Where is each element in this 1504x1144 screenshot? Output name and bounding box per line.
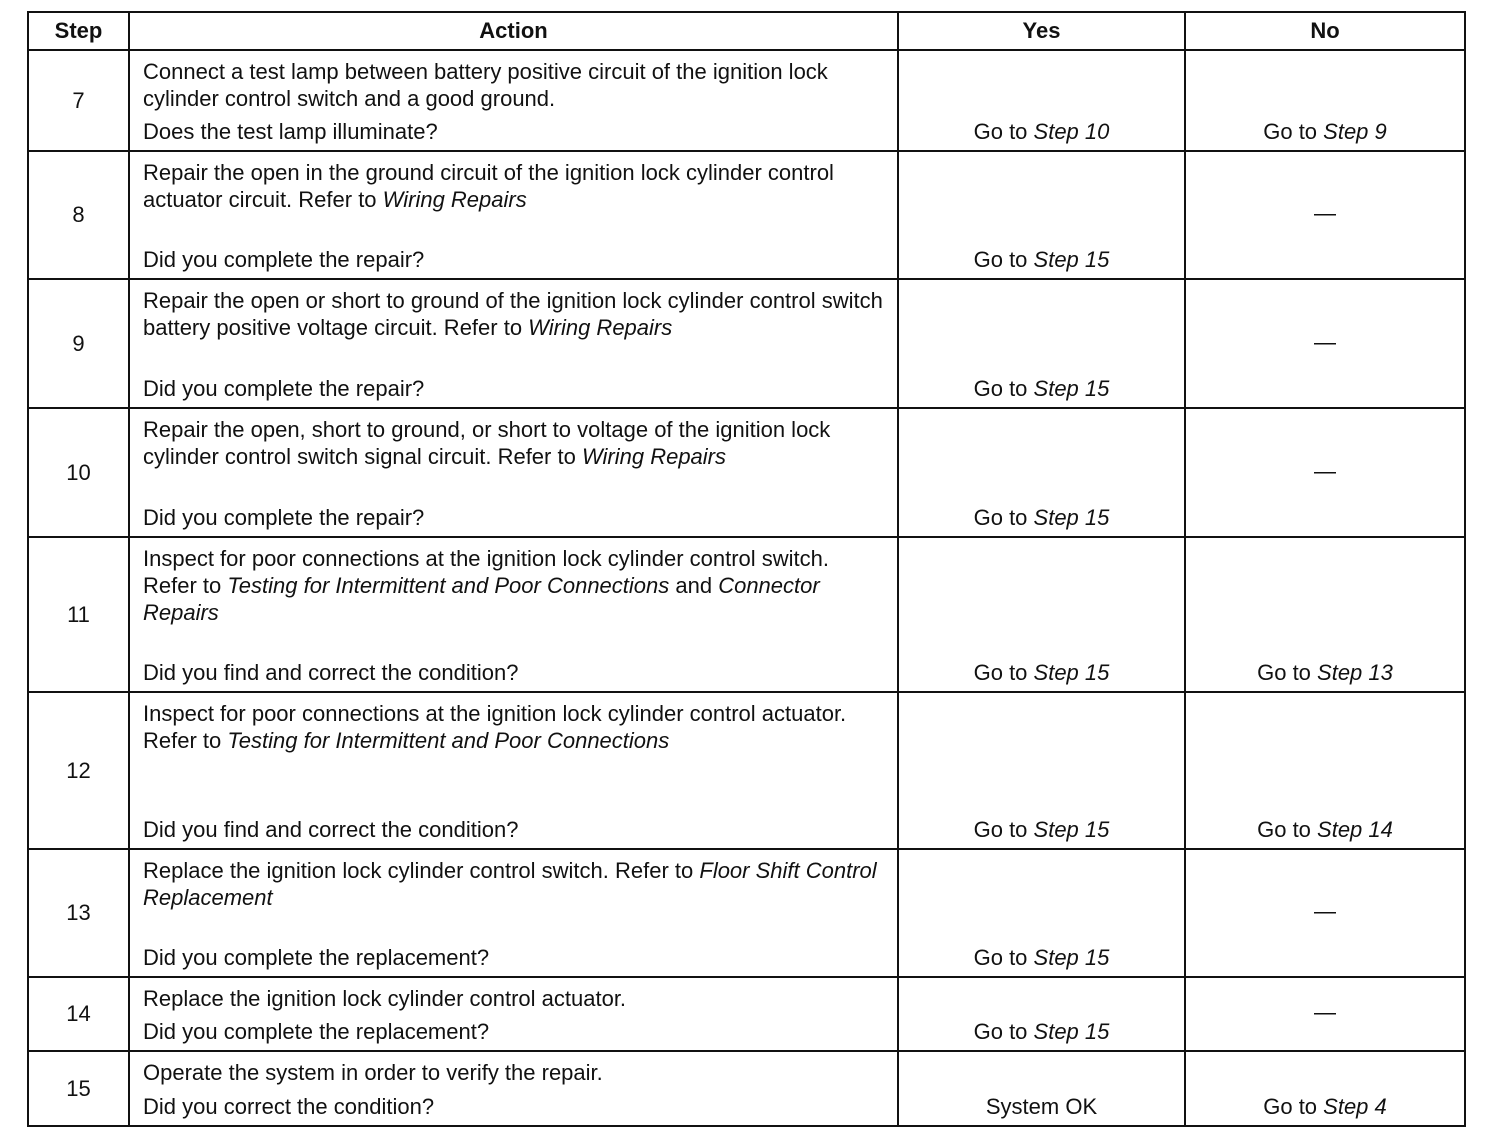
action-cell [129, 537, 898, 692]
step-number: 14 [28, 977, 129, 1051]
no-cell [1185, 1051, 1465, 1126]
action-cell [129, 1051, 898, 1126]
action-question: Did you find and correct the condition? [143, 660, 519, 685]
goto-step [899, 246, 1184, 273]
reference-link[interactable]: Wiring Repairs [382, 187, 527, 212]
goto-target-link[interactable]: Step 15 [1033, 376, 1110, 401]
action-instruction [143, 700, 887, 754]
yes-cell [898, 849, 1185, 977]
action-question: Did you complete the repair? [143, 505, 425, 530]
instruction-text: Operate the system in order to verify the repair. [143, 1060, 603, 1085]
yes-cell [898, 279, 1185, 408]
action-question: Did you complete the replacement? [143, 1019, 490, 1044]
goto-target-link[interactable]: Step 13 [1317, 660, 1393, 685]
goto-prefix: Go to [973, 1019, 1034, 1044]
action-cell [129, 279, 898, 408]
no-action-dash: — [1314, 329, 1336, 355]
action-instruction [143, 1059, 887, 1086]
header-yes: Yes [898, 12, 1185, 50]
goto-step [899, 659, 1184, 686]
diagnostic-table [27, 11, 1466, 1127]
action-instruction [143, 287, 887, 341]
instruction-text: Connect a test lamp between battery positive circuit of the ignition lock cylinder control switch and a good ground. [143, 59, 828, 111]
no-action-dash: — [1314, 458, 1336, 484]
action-cell [129, 408, 898, 537]
instruction-text: and [669, 573, 719, 598]
yes-cell [898, 408, 1185, 537]
goto-target-link[interactable]: Step 15 [1033, 247, 1110, 272]
table-body [28, 50, 1465, 1126]
action-question: Did you complete the repair? [143, 247, 425, 272]
goto-step [899, 944, 1184, 971]
action-instruction [143, 985, 887, 1012]
yes-cell [898, 1051, 1185, 1126]
action-cell [129, 692, 898, 849]
action-question: Did you complete the repair? [143, 376, 425, 401]
header-no: No [1185, 12, 1465, 50]
step-number: 10 [28, 408, 129, 537]
reference-link[interactable]: Testing for Intermittent and Poor Connections [227, 573, 670, 598]
goto-prefix: Go to [973, 376, 1034, 401]
instruction-text: Repair the open or short to ground of the ignition lock cylinder control switch battery positive voltage circuit. Refer to [143, 288, 883, 340]
table-row [28, 1051, 1465, 1126]
table-row [28, 537, 1465, 692]
reference-link[interactable]: Testing for Intermittent and Poor Connections [227, 728, 670, 753]
goto-prefix: Go to [973, 945, 1034, 970]
instruction-text: Inspect for poor connections at the ignition lock cylinder control actuator. Refer to [143, 701, 847, 753]
no-cell [1185, 537, 1465, 692]
step-number: 11 [28, 537, 129, 692]
yes-cell [898, 977, 1185, 1051]
goto-step [1186, 118, 1464, 145]
goto-prefix: Go to [1257, 817, 1318, 842]
step-number: 8 [28, 151, 129, 279]
action-question: Does the test lamp illuminate? [143, 119, 438, 144]
yes-cell [898, 537, 1185, 692]
action-instruction [143, 545, 887, 626]
table-row [28, 279, 1465, 408]
instruction-text: Repair the open in the ground circuit of the ignition lock cylinder control actuator circuit. Refer to [143, 160, 834, 212]
instruction-text: Inspect for poor connections at the ignition lock cylinder control switch. Refer to [143, 546, 830, 598]
goto-prefix: Go to [1263, 1094, 1324, 1119]
action-instruction [143, 857, 887, 911]
goto-prefix: Go to [973, 660, 1034, 685]
no-cell [1185, 977, 1465, 1051]
table-row [28, 151, 1465, 279]
step-number: 12 [28, 692, 129, 849]
goto-target-link[interactable]: Step 15 [1033, 817, 1110, 842]
goto-prefix: Go to [973, 247, 1034, 272]
action-question: Did you correct the condition? [143, 1094, 435, 1119]
table-row [28, 977, 1465, 1051]
goto-step [899, 118, 1184, 145]
goto-target-link[interactable]: Step 10 [1033, 119, 1110, 144]
action-cell [129, 977, 898, 1051]
header-row [28, 12, 1465, 50]
no-cell [1185, 692, 1465, 849]
no-cell [1185, 50, 1465, 151]
header-action: Action [129, 12, 898, 50]
yes-cell [898, 50, 1185, 151]
goto-step [899, 816, 1184, 843]
header-step: Step [28, 12, 129, 50]
no-cell [1185, 279, 1465, 408]
step-number: 9 [28, 279, 129, 408]
reference-link[interactable]: Wiring Repairs [581, 444, 727, 469]
action-instruction [143, 58, 887, 112]
no-cell [1185, 151, 1465, 279]
goto-prefix: Go to [973, 505, 1034, 530]
goto-target-link[interactable]: Step 14 [1317, 817, 1393, 842]
step-number: 15 [28, 1051, 129, 1126]
action-question: Did you complete the replacement? [143, 945, 490, 970]
goto-prefix: Go to [1263, 119, 1324, 144]
goto-target-link[interactable]: Step 15 [1033, 660, 1110, 685]
goto-step [899, 1018, 1184, 1045]
goto-prefix: Go to [973, 817, 1034, 842]
no-action-dash: — [1314, 999, 1336, 1025]
goto-prefix: Go to [973, 119, 1034, 144]
goto-target-link[interactable]: Step 15 [1033, 1019, 1110, 1044]
table-row [28, 849, 1465, 977]
goto-target-link[interactable]: Step 15 [1033, 505, 1110, 530]
no-cell [1185, 849, 1465, 977]
action-cell [129, 50, 898, 151]
table-row [28, 408, 1465, 537]
instruction-text: Replace the ignition lock cylinder control switch. Refer to [143, 858, 700, 883]
action-cell [129, 151, 898, 279]
action-instruction [143, 159, 887, 213]
goto-target-link[interactable]: Step 15 [1033, 945, 1110, 970]
goto-step [899, 504, 1184, 531]
action-instruction [143, 416, 887, 470]
no-cell [1185, 408, 1465, 537]
yes-cell [898, 692, 1185, 849]
step-number: 7 [28, 50, 129, 151]
step-number: 13 [28, 849, 129, 977]
goto-step [899, 375, 1184, 402]
goto-target-link[interactable]: Step 9 [1323, 119, 1387, 144]
goto-target-link[interactable]: Step 4 [1323, 1094, 1387, 1119]
action-question: Did you find and correct the condition? [143, 817, 519, 842]
table-row [28, 50, 1465, 151]
instruction-text: Replace the ignition lock cylinder control actuator. [143, 986, 627, 1011]
yes-cell [898, 151, 1185, 279]
reference-link[interactable]: Floor Shift Control Replacement [143, 858, 877, 910]
no-action-dash: — [1314, 200, 1336, 226]
goto-step [1186, 1093, 1464, 1120]
action-cell [129, 849, 898, 977]
reference-link[interactable]: Connector Repairs [143, 573, 820, 625]
table-row [28, 692, 1465, 849]
goto-prefix: Go to [1257, 660, 1318, 685]
reference-link[interactable]: Wiring Repairs [528, 315, 673, 340]
goto-step [1186, 659, 1464, 686]
goto-step [1186, 816, 1464, 843]
instruction-text: Repair the open, short to ground, or short to voltage of the ignition lock cylinder control switch signal circuit. Refer to [143, 417, 831, 469]
result-text: System OK [985, 1094, 1098, 1119]
no-action-dash: — [1314, 898, 1336, 924]
